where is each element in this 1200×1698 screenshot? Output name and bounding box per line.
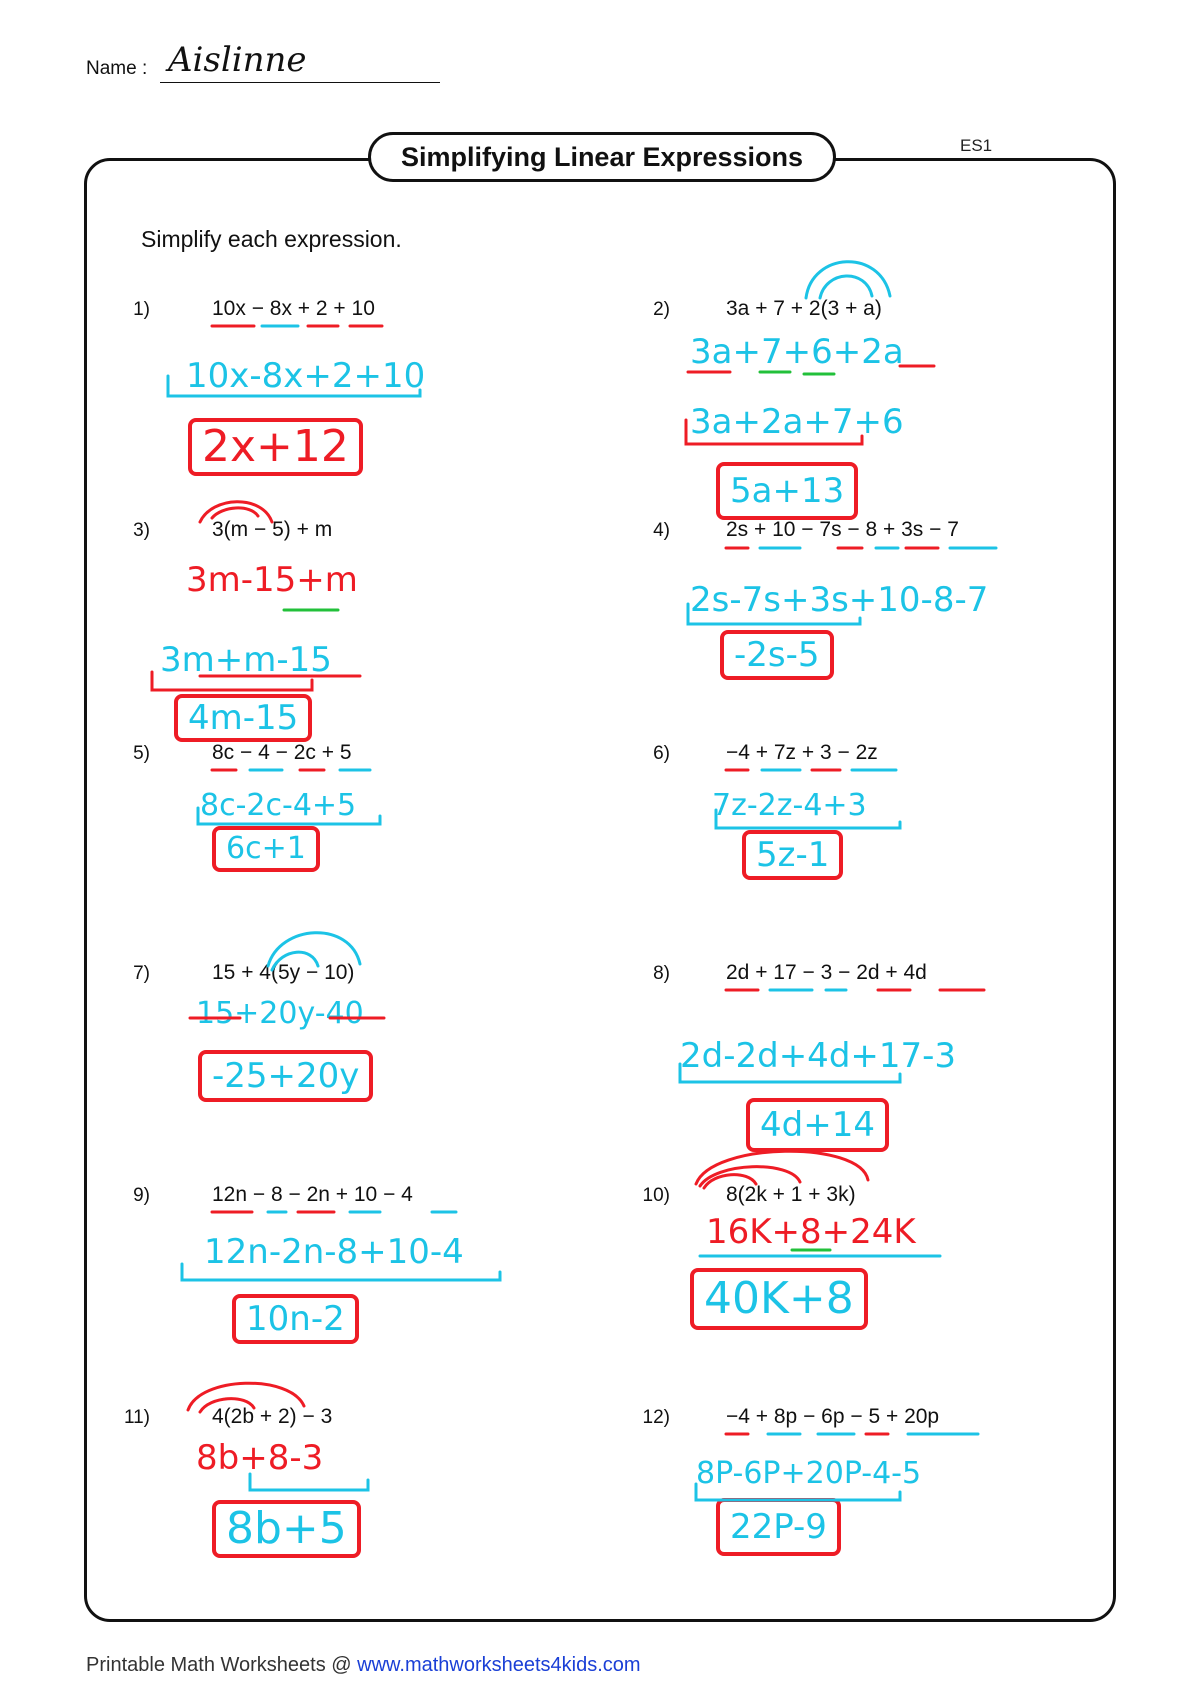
footer-url-link[interactable]: www.mathworksheets4kids.com: [357, 1654, 641, 1676]
work-line: 3a+7+6+2a: [690, 332, 904, 372]
problem-expression: 8c − 4 − 2c + 5: [212, 741, 352, 764]
answer-box: 4m-15: [174, 694, 312, 742]
footer-credit: [86, 1654, 641, 1677]
problem-number: 9): [133, 1185, 150, 1206]
problem-number: 2): [653, 299, 670, 320]
problem-expression: 3(m − 5) + m: [212, 518, 333, 541]
work-line: 16K+8+24K: [706, 1212, 916, 1252]
work-line: 3m+m-15: [160, 640, 332, 680]
name-label: Name :: [86, 58, 148, 79]
answer-box: 5z-1: [742, 830, 843, 880]
answer-box: -2s-5: [720, 630, 834, 680]
work-line: 8c-2c-4+5: [200, 788, 357, 823]
problem-expression: 2d + 17 − 3 − 2d + 4d: [726, 961, 927, 984]
worksheet-title: [368, 132, 836, 182]
footer-prefix: Printable Math Worksheets @: [86, 1654, 358, 1676]
work-line: 15+20y-40: [196, 996, 364, 1031]
student-name-handwritten: Aislinne: [168, 40, 307, 80]
problem-number: 11): [123, 1407, 150, 1428]
problem-number: 7): [133, 963, 150, 984]
problem-number: 12): [642, 1407, 670, 1428]
work-line: 12n-2n-8+10-4: [204, 1232, 464, 1272]
problem-expression: −4 + 8p − 6p − 5 + 20p: [726, 1405, 940, 1428]
problem-expression: 3a + 7 + 2(3 + a): [726, 297, 882, 320]
problem-expression: 10x − 8x + 2 + 10: [212, 297, 375, 320]
answer-box: 22P-9: [716, 1498, 841, 1556]
problem-expression: 4(2b + 2) − 3: [212, 1405, 333, 1428]
answer-box: 4d+14: [746, 1098, 889, 1152]
problem-number: 5): [133, 743, 150, 764]
problem-number: 10): [642, 1185, 670, 1206]
answer-box: 40K+8: [690, 1268, 868, 1330]
problem-expression: −4 + 7z + 3 − 2z: [726, 741, 878, 764]
work-line: 3a+2a+7+6: [690, 402, 904, 442]
answer-box: -25+20y: [198, 1050, 373, 1102]
work-line: 3m-15+m: [186, 560, 358, 600]
worksheet-code: ES1: [960, 136, 993, 155]
answer-box: 10n-2: [232, 1294, 359, 1344]
answer-box: 2x+12: [188, 418, 363, 476]
problem-number: 4): [653, 520, 670, 541]
problem-expression: 12n − 8 − 2n + 10 − 4: [212, 1183, 413, 1206]
work-line: 8b+8-3: [196, 1438, 324, 1478]
problem-expression: 15 + 4(5y − 10): [212, 961, 355, 984]
work-line: 2d-2d+4d+17-3: [680, 1036, 957, 1076]
worksheet-title-text: Simplifying Linear Expressions: [400, 141, 804, 172]
work-line: 8P-6P+20P-4-5: [696, 1456, 922, 1491]
problem-number: 6): [653, 743, 670, 764]
problem-expression: 8(2k + 1 + 3k): [726, 1183, 856, 1206]
problem-number: 8): [653, 963, 670, 984]
work-line: 7z-2z-4+3: [712, 788, 867, 823]
problem-number: 1): [133, 299, 150, 320]
work-line: 10x-8x+2+10: [186, 356, 426, 396]
problem-number: 3): [133, 520, 150, 541]
instruction-text: Simplify each expression.: [141, 226, 402, 252]
answer-box: 8b+5: [212, 1500, 361, 1558]
answer-box: 6c+1: [212, 826, 320, 872]
problem-expression: 2s + 10 − 7s − 8 + 3s − 7: [726, 518, 959, 541]
work-line: 2s-7s+3s+10-8-7: [690, 580, 989, 620]
name-underline: [160, 82, 440, 83]
answer-box: 5a+13: [716, 462, 858, 520]
